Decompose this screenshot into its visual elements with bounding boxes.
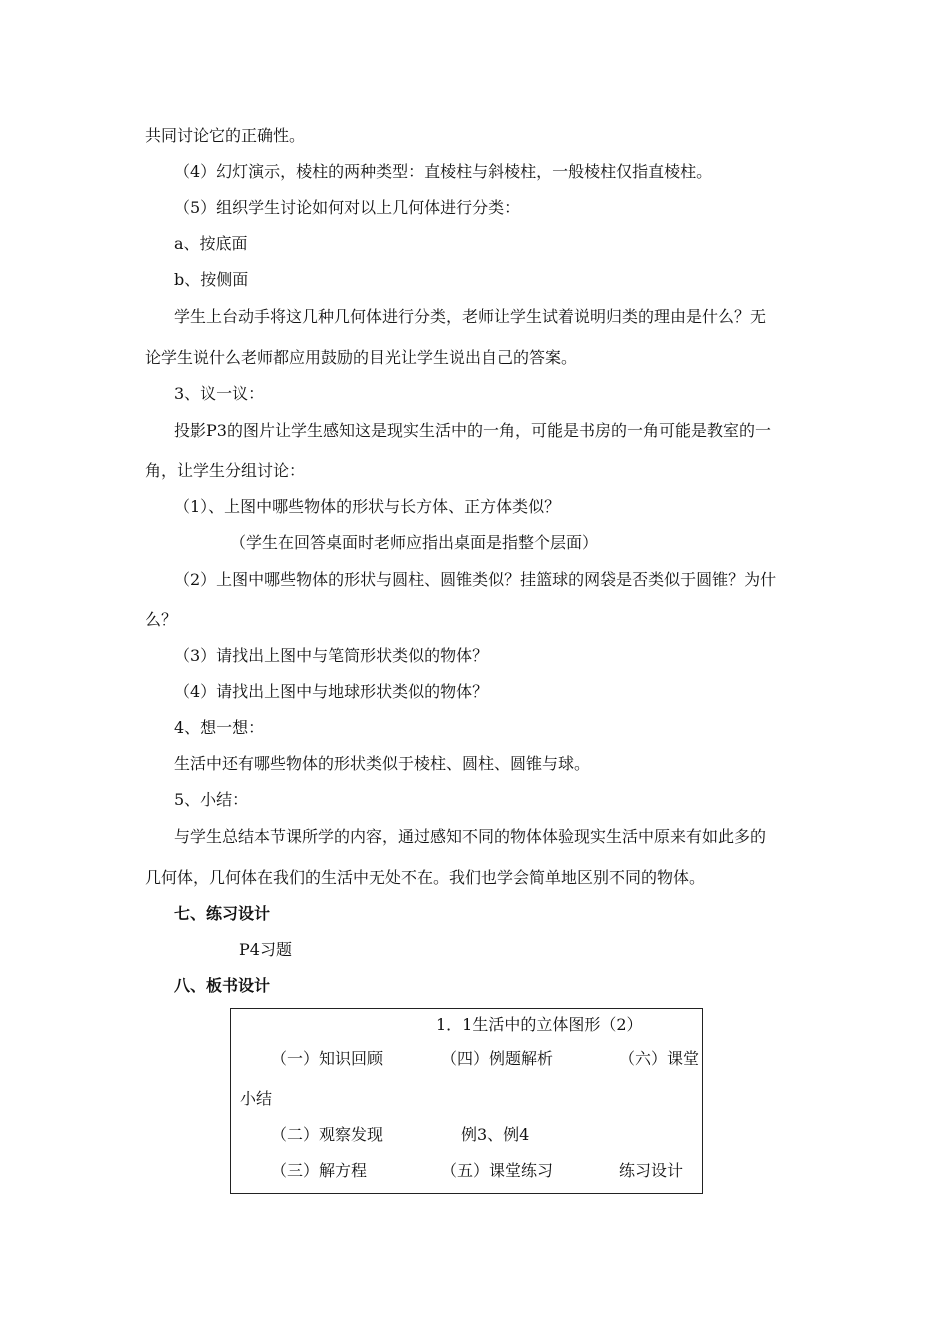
paragraph-line: 共同讨论它的正确性。: [145, 126, 306, 145]
paragraph-line: （5）组织学生讨论如何对以上几何体进行分类：: [174, 198, 521, 217]
paragraph-line: 角，让学生分组讨论：: [145, 461, 306, 480]
paragraph-line: 投影P3的图片让学生感知这是现实生活中的一角，可能是书房的一角可能是教室的一: [174, 421, 771, 440]
paragraph-line: 与学生总结本节课所学的内容，通过感知不同的物体体验现实生活中原来有如此多的: [174, 827, 767, 846]
board-item: 小结: [240, 1089, 273, 1108]
board-item: （五）课堂练习: [441, 1161, 554, 1180]
board-item: 例3、例4: [461, 1125, 530, 1144]
paragraph-line: 学生上台动手将这几种几何体进行分类，老师让学生试着说明归类的理由是什么？无: [174, 307, 767, 326]
paragraph-line: a、按底面: [174, 234, 248, 253]
section-heading: 七、练习设计: [174, 904, 271, 923]
section-heading: 5、小结：: [174, 790, 249, 809]
board-item: （二）观察发现: [271, 1125, 384, 1144]
paragraph-line: （学生在回答桌面时老师应指出桌面是指整个层面）: [230, 533, 599, 552]
board-title: 1．1生活中的立体图形（2）: [436, 1015, 643, 1034]
paragraph-line: b、按侧面: [174, 270, 249, 289]
paragraph-line: （1）、上图中哪些物体的形状与长方体、正方体类似？: [174, 497, 561, 516]
board-item: （三）解方程: [271, 1161, 368, 1180]
board-item: （六）课堂: [619, 1049, 700, 1068]
section-heading: 4、想一想：: [174, 718, 265, 737]
section-heading: 3、议一议：: [174, 384, 265, 403]
paragraph-line: 论学生说什么老师都应用鼓励的目光让学生说出自己的答案。: [145, 348, 578, 367]
paragraph-line: （3）请找出上图中与笔筒形状类似的物体？: [174, 646, 489, 665]
board-item: 练习设计: [619, 1161, 684, 1180]
paragraph-line: 几何体，几何体在我们的生活中无处不在。我们也学会简单地区别不同的物体。: [145, 868, 706, 887]
blackboard-design-box: [230, 1008, 703, 1194]
board-item: （一）知识回顾: [271, 1049, 384, 1068]
paragraph-line: 么？: [145, 610, 178, 629]
section-heading: 八、板书设计: [174, 976, 271, 995]
paragraph-line: P4习题: [239, 940, 292, 959]
paragraph-line: （2）上图中哪些物体的形状与圆柱、圆锥类似？挂篮球的网袋是否类似于圆锥？为什: [174, 570, 777, 589]
paragraph-line: （4）请找出上图中与地球形状类似的物体？: [174, 682, 489, 701]
paragraph-line: 生活中还有哪些物体的形状类似于棱柱、圆柱、圆锥与球。: [174, 754, 591, 773]
paragraph-line: （4）幻灯演示，棱柱的两种类型：直棱柱与斜棱柱，一般棱柱仅指直棱柱。: [174, 162, 713, 181]
board-item: （四）例题解析: [441, 1049, 554, 1068]
